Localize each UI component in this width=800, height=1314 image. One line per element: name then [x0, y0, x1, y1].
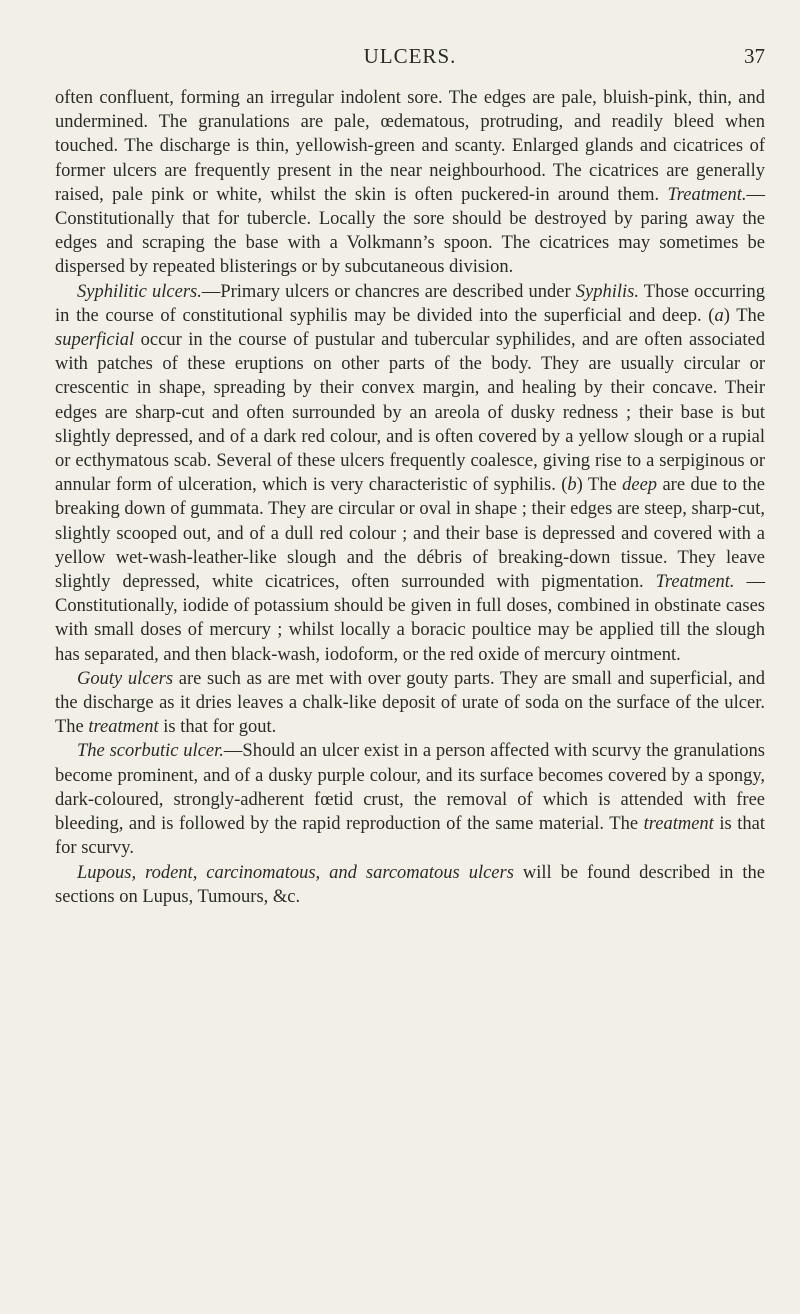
paragraph-tubercular-ulcer — [55, 86, 765, 280]
italic-run: treatment — [88, 717, 159, 738]
running-head: ULCERS. — [363, 44, 457, 68]
italic-run: Gouty ulcers — [77, 668, 174, 689]
text-run: are such as are met with over gouty parts. They are small and superficial, and the discharge as it dries leaves a chalk-like deposit of urate of soda on the surface of the ulcer. The — [55, 668, 765, 738]
italic-run: superficial — [55, 330, 135, 351]
text-run: —Constitutionally that for tubercle. Locally the sore should be destroyed by paring away the edges and scraping the base with a Volkmann’s spoon. The cicatrices may sometimes be dispersed by repeated blisterings or by subcutaneous division. — [55, 184, 765, 278]
text-run: is that for scurvy. — [55, 814, 765, 859]
text-run: ) The — [723, 305, 765, 326]
text-run: will be found described in the sections on Lupus, Tumours, &c. — [55, 862, 765, 907]
text-run: Those occurring in the course of constitutional syphilis may be divided into the superficial and deep. ( — [55, 281, 765, 326]
italic-run: The scorbutic ulcer. — [77, 741, 224, 762]
text-run: is that for gout. — [158, 717, 277, 738]
italic-run: Lupous, rodent, carcinomatous, and sarcomatous ulcers — [77, 862, 514, 883]
page-number: 37 — [744, 44, 765, 68]
italic-run: deep — [622, 475, 658, 496]
italic-run: Treatment. — [655, 572, 735, 593]
text-run: occur in the course of pustular and tubercular syphilides, and are often associated with patches of these eruptions on other parts of the body. They are usually circular or crescentic in shape, spreading by their convex margin, and healing by their concave. Their edges are sharp-cut and often surrounded by an areola of dusky redness ; their base is but slightly depressed, and of a dark red colour, and is often covered by a yellow slough or a rupial or ecthymatous scab. Several of these ulcers frequently coalesce, giving rise to a serpiginous or annular form of ulceration, which is very characteristic of syphilis. ( — [55, 330, 765, 496]
body-text — [55, 86, 765, 909]
italic-run: Syphilitic ulcers. — [77, 281, 202, 302]
italic-run: Syphilis. — [575, 281, 639, 302]
paragraph-other-ulcers — [55, 861, 765, 909]
paragraph-syphilitic-ulcers — [55, 280, 765, 667]
paragraph-scorbutic-ulcer — [55, 739, 765, 860]
italic-run: Treatment. — [667, 184, 747, 205]
text-run: often confluent, forming an irregular indolent sore. The edges are pale, bluish-pink, thin, and undermined. The granulations are pale, œdematous, protruding, and readily bleed when touched. The discharge is thin, yellowish-green and scanty. Enlarged glands and cicatrices of former ulcers are frequently present in the near neighbourhood. The cicatrices are generally raised, pale pink or white, whilst the skin is often puckered-in around them. — [55, 88, 765, 205]
text-run: —Should an ulcer exist in a person affected with scurvy the granulations become prominent, and of a dusky purple colour, and its surface becomes covered by a spongy, dark-coloured, strongly-adherent fœtid crust, the removal of which is attended with free bleeding, and is followed by the rapid reproduction of the same material. The — [55, 741, 766, 835]
text-run: are due to the breaking down of gummata. They are circular or oval in shape ; their edges are steep, sharp-cut, slightly scooped out, and of a dull red colour ; and their base is depressed and covered with a yellow wet-wash-leather-like slough and the débris of breaking-down tissue. They leave slightly depressed, white cicatrices, often surrounded with pigmentation. — [55, 475, 766, 593]
italic-run: treatment — [643, 814, 714, 835]
text-run: — Constitutionally, iodide of potassium should be given in full doses, combined in obstinate cases with small doses of mercury ; whilst locally a boracic poultice may be applied till the slough has separated, and then black-wash, iodoform, or the red oxide of mercury ointment. — [55, 572, 765, 665]
italic-run: b — [567, 475, 577, 496]
paragraph-gouty-ulcers — [55, 667, 765, 740]
text-run: —Primary ulcers or chancres are described under — [201, 281, 576, 302]
text-run: ) The — [576, 475, 623, 496]
italic-run: a — [714, 305, 724, 326]
page-header — [55, 44, 765, 74]
